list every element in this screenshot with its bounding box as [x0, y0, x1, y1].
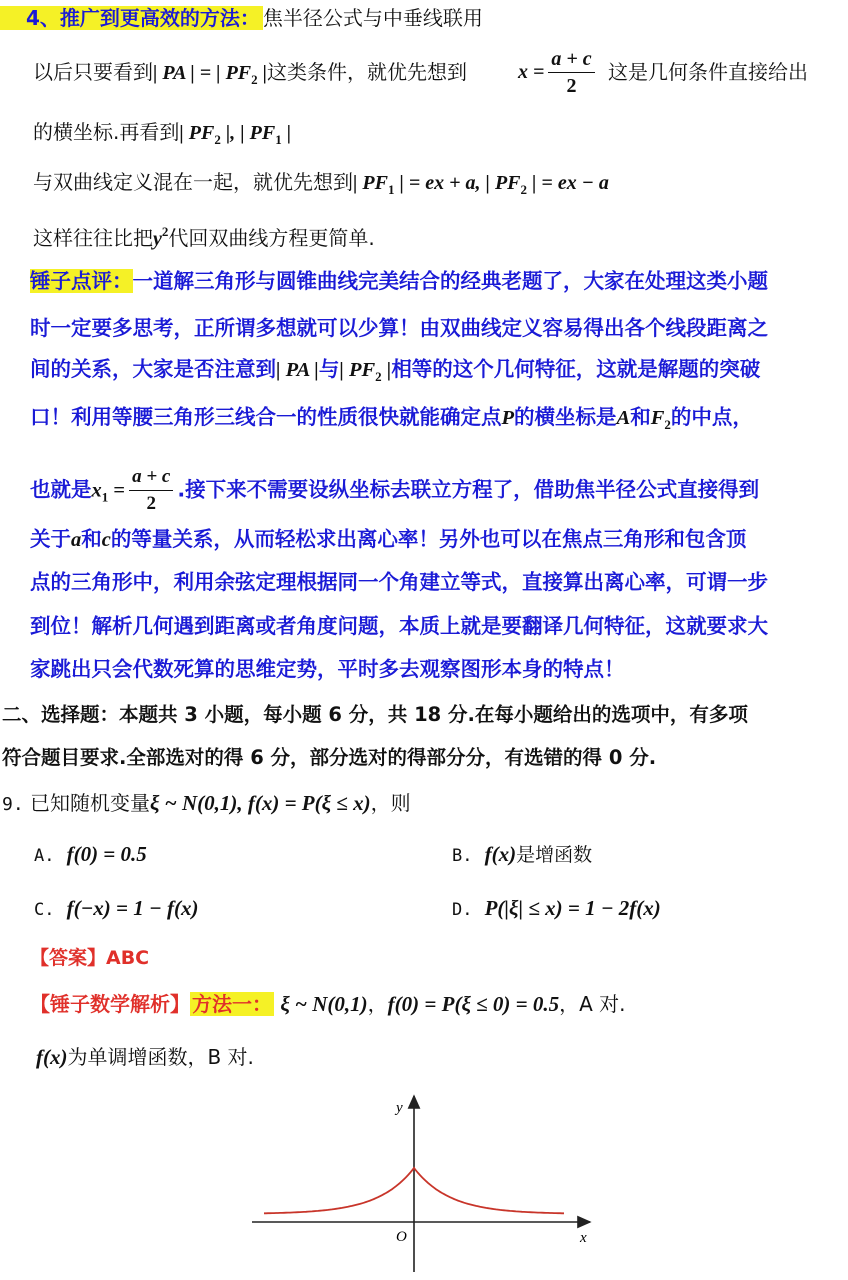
q9-stem: [2, 787, 411, 821]
density-curve-figure: [250, 1090, 600, 1275]
part2-line1: 二、选择题：本题共 3 小题，每小题 6 分，共 18 分.在每小题给出的选项中，有多项: [2, 703, 748, 726]
text-segment: 间的关系，大家是否注意到: [30, 357, 276, 381]
text-segment: 为单调增函数，B 对.: [67, 1045, 254, 1069]
option-text: 是增函数: [516, 844, 593, 866]
math-a: A: [616, 407, 631, 429]
text-segment: .接下来不需要设纵坐标去联立方程了，借助焦半径公式直接得到: [177, 477, 760, 502]
option-math: f(0) = 0.5: [66, 842, 147, 866]
option-math: f(x): [484, 842, 517, 866]
question-number: 9.: [2, 794, 24, 815]
fraction-a-plus-c-over-2: [548, 46, 594, 99]
subscript: 2: [214, 132, 221, 147]
text-segment: 的中点，: [670, 405, 753, 429]
math-equals: =: [108, 479, 126, 502]
text-segment: 以后只要看到: [33, 60, 153, 84]
analysis-line1: [30, 988, 626, 1020]
option-label: D.: [452, 900, 473, 920]
math-y: y: [153, 228, 162, 250]
section4-formula-x: [518, 46, 599, 99]
text-segment: ，A 对.: [559, 992, 626, 1016]
section4-line2: [33, 116, 291, 156]
text-segment: 代回双曲线方程更简单.: [168, 226, 375, 250]
section4-heading-line: [0, 2, 483, 34]
y-axis-label: y: [396, 1100, 403, 1116]
math-x1: x: [91, 479, 102, 502]
text-segment: 一道解三角形与圆锥曲线完美结合的经典老题了，大家在处理这类小题: [132, 269, 768, 293]
q9-option-a[interactable]: [34, 838, 147, 872]
text-segment: ，则: [370, 791, 411, 815]
review-line4: [30, 401, 753, 441]
review-line9: 家跳出只会代数死算的思维定势，平时多去观察图形本身的特点！: [30, 657, 625, 681]
review-line3: [30, 353, 760, 393]
review-line7: 点的三角形中，利用余弦定理根据同一个角建立等式，直接算出离心率，可谓一步: [30, 570, 768, 594]
math-fx: f(x): [36, 1045, 68, 1069]
math-ex-plus-a: | = ex + a, | PF: [394, 172, 521, 194]
option-label: A.: [34, 846, 55, 866]
superscript: 2: [161, 224, 169, 239]
text-segment: 和: [81, 527, 102, 551]
q9-option-c[interactable]: [34, 892, 198, 926]
review-label: 锤子点评：: [30, 269, 133, 293]
math-ex-minus-a: | = ex − a: [527, 172, 609, 194]
review-line5: [30, 464, 759, 517]
analysis-label: 【锤子数学解析】: [30, 992, 190, 1016]
method1-label: 方法一：: [192, 992, 272, 1016]
text-segment: 的横坐标是: [514, 405, 617, 429]
math-pf1-eq: | PF: [353, 172, 388, 194]
fraction-numerator: a + c: [548, 46, 594, 73]
math-xi-normal: ξ ~ N(0,1): [280, 992, 368, 1016]
math-p: P: [501, 407, 515, 429]
text-segment: 关于: [30, 527, 71, 551]
text-segment: ，: [367, 992, 388, 1016]
subscript: 2: [664, 417, 671, 432]
text-segment: 口！利用等腰三角形三线合一的性质很快就能确定点: [30, 405, 502, 429]
option-label: B.: [452, 846, 473, 866]
q9-option-b[interactable]: [452, 838, 592, 872]
subscript: 2: [520, 182, 528, 197]
math-bar: |: [257, 62, 268, 84]
section4-heading: 4、推广到更高效的方法：: [0, 6, 263, 30]
math-c: c: [101, 529, 111, 551]
text-segment: 这样往往比把: [33, 226, 153, 250]
fraction-denominator: 2: [566, 75, 577, 97]
section4-line4: [33, 216, 375, 255]
text-segment: 也就是: [30, 477, 92, 502]
review-line8: 到位！解析几何遇到距离或者角度问题，本质上就是要翻译几何特征，这就要求大: [30, 614, 768, 638]
review-line2: 时一定要多思考，正所谓多想就可以少算！由双曲线定义容易得出各个线段距离之: [30, 316, 768, 340]
text-segment: 相等的这个几何特征，这就是解题的突破: [391, 357, 761, 381]
review-line1: [30, 265, 768, 297]
math-pf2: | PF: [179, 122, 215, 144]
option-label: C.: [34, 900, 55, 920]
analysis-line2: [36, 1041, 254, 1073]
math-a: a: [71, 529, 82, 551]
subscript: 2: [251, 72, 258, 87]
math-f: F: [650, 407, 665, 429]
answer-label: 【答案】ABC: [30, 947, 150, 969]
section4-line3: [33, 166, 609, 206]
fraction-denominator: 2: [146, 493, 156, 514]
q9-option-d[interactable]: [452, 892, 661, 926]
math-pa: | PA |: [276, 359, 319, 381]
fraction-review: [129, 464, 173, 517]
origin-label: O: [396, 1229, 407, 1245]
option-math: P(|ξ| ≤ x) = 1 − 2f(x): [484, 896, 661, 920]
math-f0: f(0) = P(ξ ≤ 0) = 0.5: [387, 992, 560, 1016]
option-math: f(−x) = 1 − f(x): [66, 896, 199, 920]
math-bar: |: [381, 359, 392, 381]
part2-line2: 符合题目要求.全部选对的得 6 分，部分选对的得部分分，有选错的得 0 分.: [2, 746, 657, 769]
text-segment: 这类条件，就优先想到: [267, 60, 468, 84]
subscript: 1: [387, 182, 395, 197]
math-stem: ξ ~ N(0,1), f(x) = P(ξ ≤ x): [150, 791, 371, 815]
subscript: 1: [275, 132, 282, 147]
math-pa-pf2: | PA | = | PF: [153, 62, 252, 84]
text-segment: 的横坐标.再看到: [33, 120, 180, 144]
text-segment: 已知随机变量: [30, 791, 151, 815]
math-bar: |: [281, 122, 292, 144]
math-x-equals: x =: [518, 61, 545, 83]
text-segment: 与双曲线定义混在一起，就优先想到: [33, 170, 353, 194]
math-pf2: | PF: [339, 359, 376, 381]
section4-line1-tail: 这是几何条件直接给出: [608, 60, 808, 84]
subscript: 2: [375, 369, 382, 384]
x-axis-label: x: [580, 1230, 587, 1246]
text-segment: 的等量关系，从而轻松求出离心率！另外也可以在焦点三角形和包含顶: [110, 527, 747, 551]
fraction-numerator: a + c: [129, 464, 173, 491]
review-line6: [30, 523, 746, 556]
section4-heading-tail: 焦半径公式与中垂线联用: [262, 6, 483, 30]
subscript: 1: [101, 489, 109, 505]
math-pf1: |, | PF: [220, 122, 276, 144]
section4-line1: [33, 56, 467, 96]
text-segment: 与: [318, 357, 340, 381]
text-segment: 和: [630, 405, 651, 429]
